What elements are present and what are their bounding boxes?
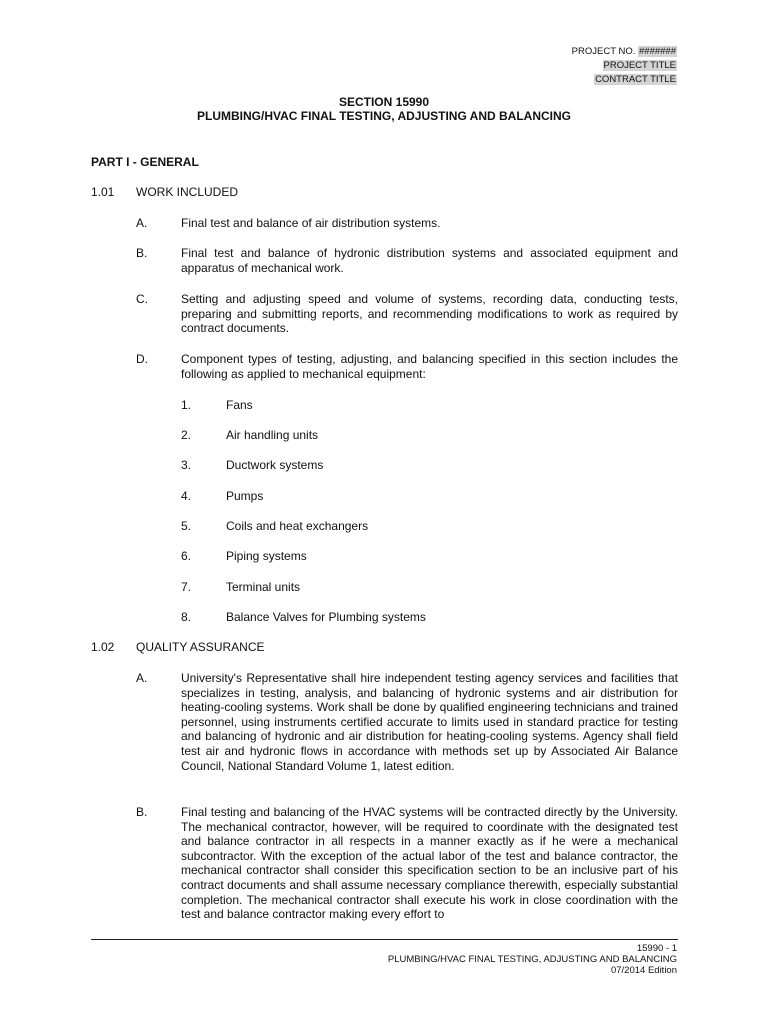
list-number: 4. (181, 489, 192, 503)
list-item: Pumps (226, 489, 264, 503)
list-item: Coils and heat exchangers (226, 519, 369, 533)
page-header (572, 45, 677, 87)
item-letter: A. (136, 216, 148, 230)
footer-title: PLUMBING/HVAC FINAL TESTING, ADJUSTING AND BALANCING (387, 954, 677, 965)
project-number: PROJECT NO. ####### (571, 46, 676, 57)
item-letter: A. (136, 671, 148, 685)
page-number: 15990 - 1 (636, 943, 677, 954)
article-1-02-title: QUALITY ASSURANCE (136, 640, 265, 654)
article-1-01-number: 1.01 (91, 185, 115, 199)
list-number: 5. (181, 519, 192, 533)
project-number-value: ####### (639, 46, 676, 57)
project-title: PROJECT TITLE (603, 60, 676, 71)
list-number: 6. (181, 549, 192, 563)
page-footer (388, 943, 677, 976)
item-text: Final test and balance of air distribution systems. (181, 216, 441, 230)
item-letter: C. (136, 292, 148, 306)
item-text: Final test and balance of hydronic distribution systems and associated equipment and apparatus of mechanical work. (181, 246, 678, 275)
section-number: SECTION 15990 (338, 95, 430, 109)
list-number: 7. (181, 580, 192, 594)
contract-title: CONTRACT TITLE (595, 74, 676, 85)
list-item: Balance Valves for Plumbing systems (226, 610, 426, 624)
part-heading: PART I - GENERAL (91, 155, 199, 169)
item-text: Final testing and balancing of the HVAC systems will be contracted directly by the University. The mechanical contractor, however, will be required to coordinate with the designated test and balance contractor in all respects in a manner exactly as if he were a mechanical subcontractor. With the exception of the actual labor of the test and balance contractor, the mechanical contractor shall consider this specification section to be an inclusive part of his contract documents and shall assume necessary compliance therewith, especially substantial completion. The mechanical contractor shall execute his work in close coordination with the test and balance contractor making every effort to (181, 805, 678, 922)
list-item: Air handling units (226, 428, 319, 442)
article-1-01-title: WORK INCLUDED (136, 185, 239, 199)
list-number: 8. (181, 610, 192, 624)
footer-edition: 07/2014 Edition (610, 965, 677, 976)
list-number: 1. (181, 398, 192, 412)
footer-divider (91, 939, 678, 940)
list-item: Piping systems (226, 549, 307, 563)
item-letter: B. (136, 246, 148, 260)
list-number: 2. (181, 428, 192, 442)
item-letter: D. (136, 352, 148, 366)
article-1-02-number: 1.02 (91, 640, 115, 654)
list-item: Ductwork systems (226, 458, 324, 472)
list-item: Fans (226, 398, 253, 412)
item-text: Setting and adjusting speed and volume of systems, recording data, conducting tests, preparing and submitting reports, and recommending modifications to work as required by contract documents. (181, 292, 678, 336)
item-text: University's Representative shall hire independent testing agency services and facilities that specializes in testing, analysis, and balancing of hydronic systems and air distribution for heating-cooling systems. Work shall be done by qualified engineering technicians and trained personnel, using instruments certified accurate to limits used in standard practice for testing and balancing of hydronic and air distribution for heating-cooling systems. Agency shall field test air and hydronic flows in accordance with methods set up by Associated Air Balance Council, National Standard Volume 1, latest edition. (181, 671, 678, 773)
list-number: 3. (181, 458, 192, 472)
item-letter: B. (136, 805, 148, 819)
section-title: PLUMBING/HVAC FINAL TESTING, ADJUSTING AND BALANCING (197, 109, 571, 123)
list-item: Terminal units (226, 580, 301, 594)
item-text: Component types of testing, adjusting, and balancing specified in this section includes the following as applied to mechanical equipment: (181, 352, 678, 381)
